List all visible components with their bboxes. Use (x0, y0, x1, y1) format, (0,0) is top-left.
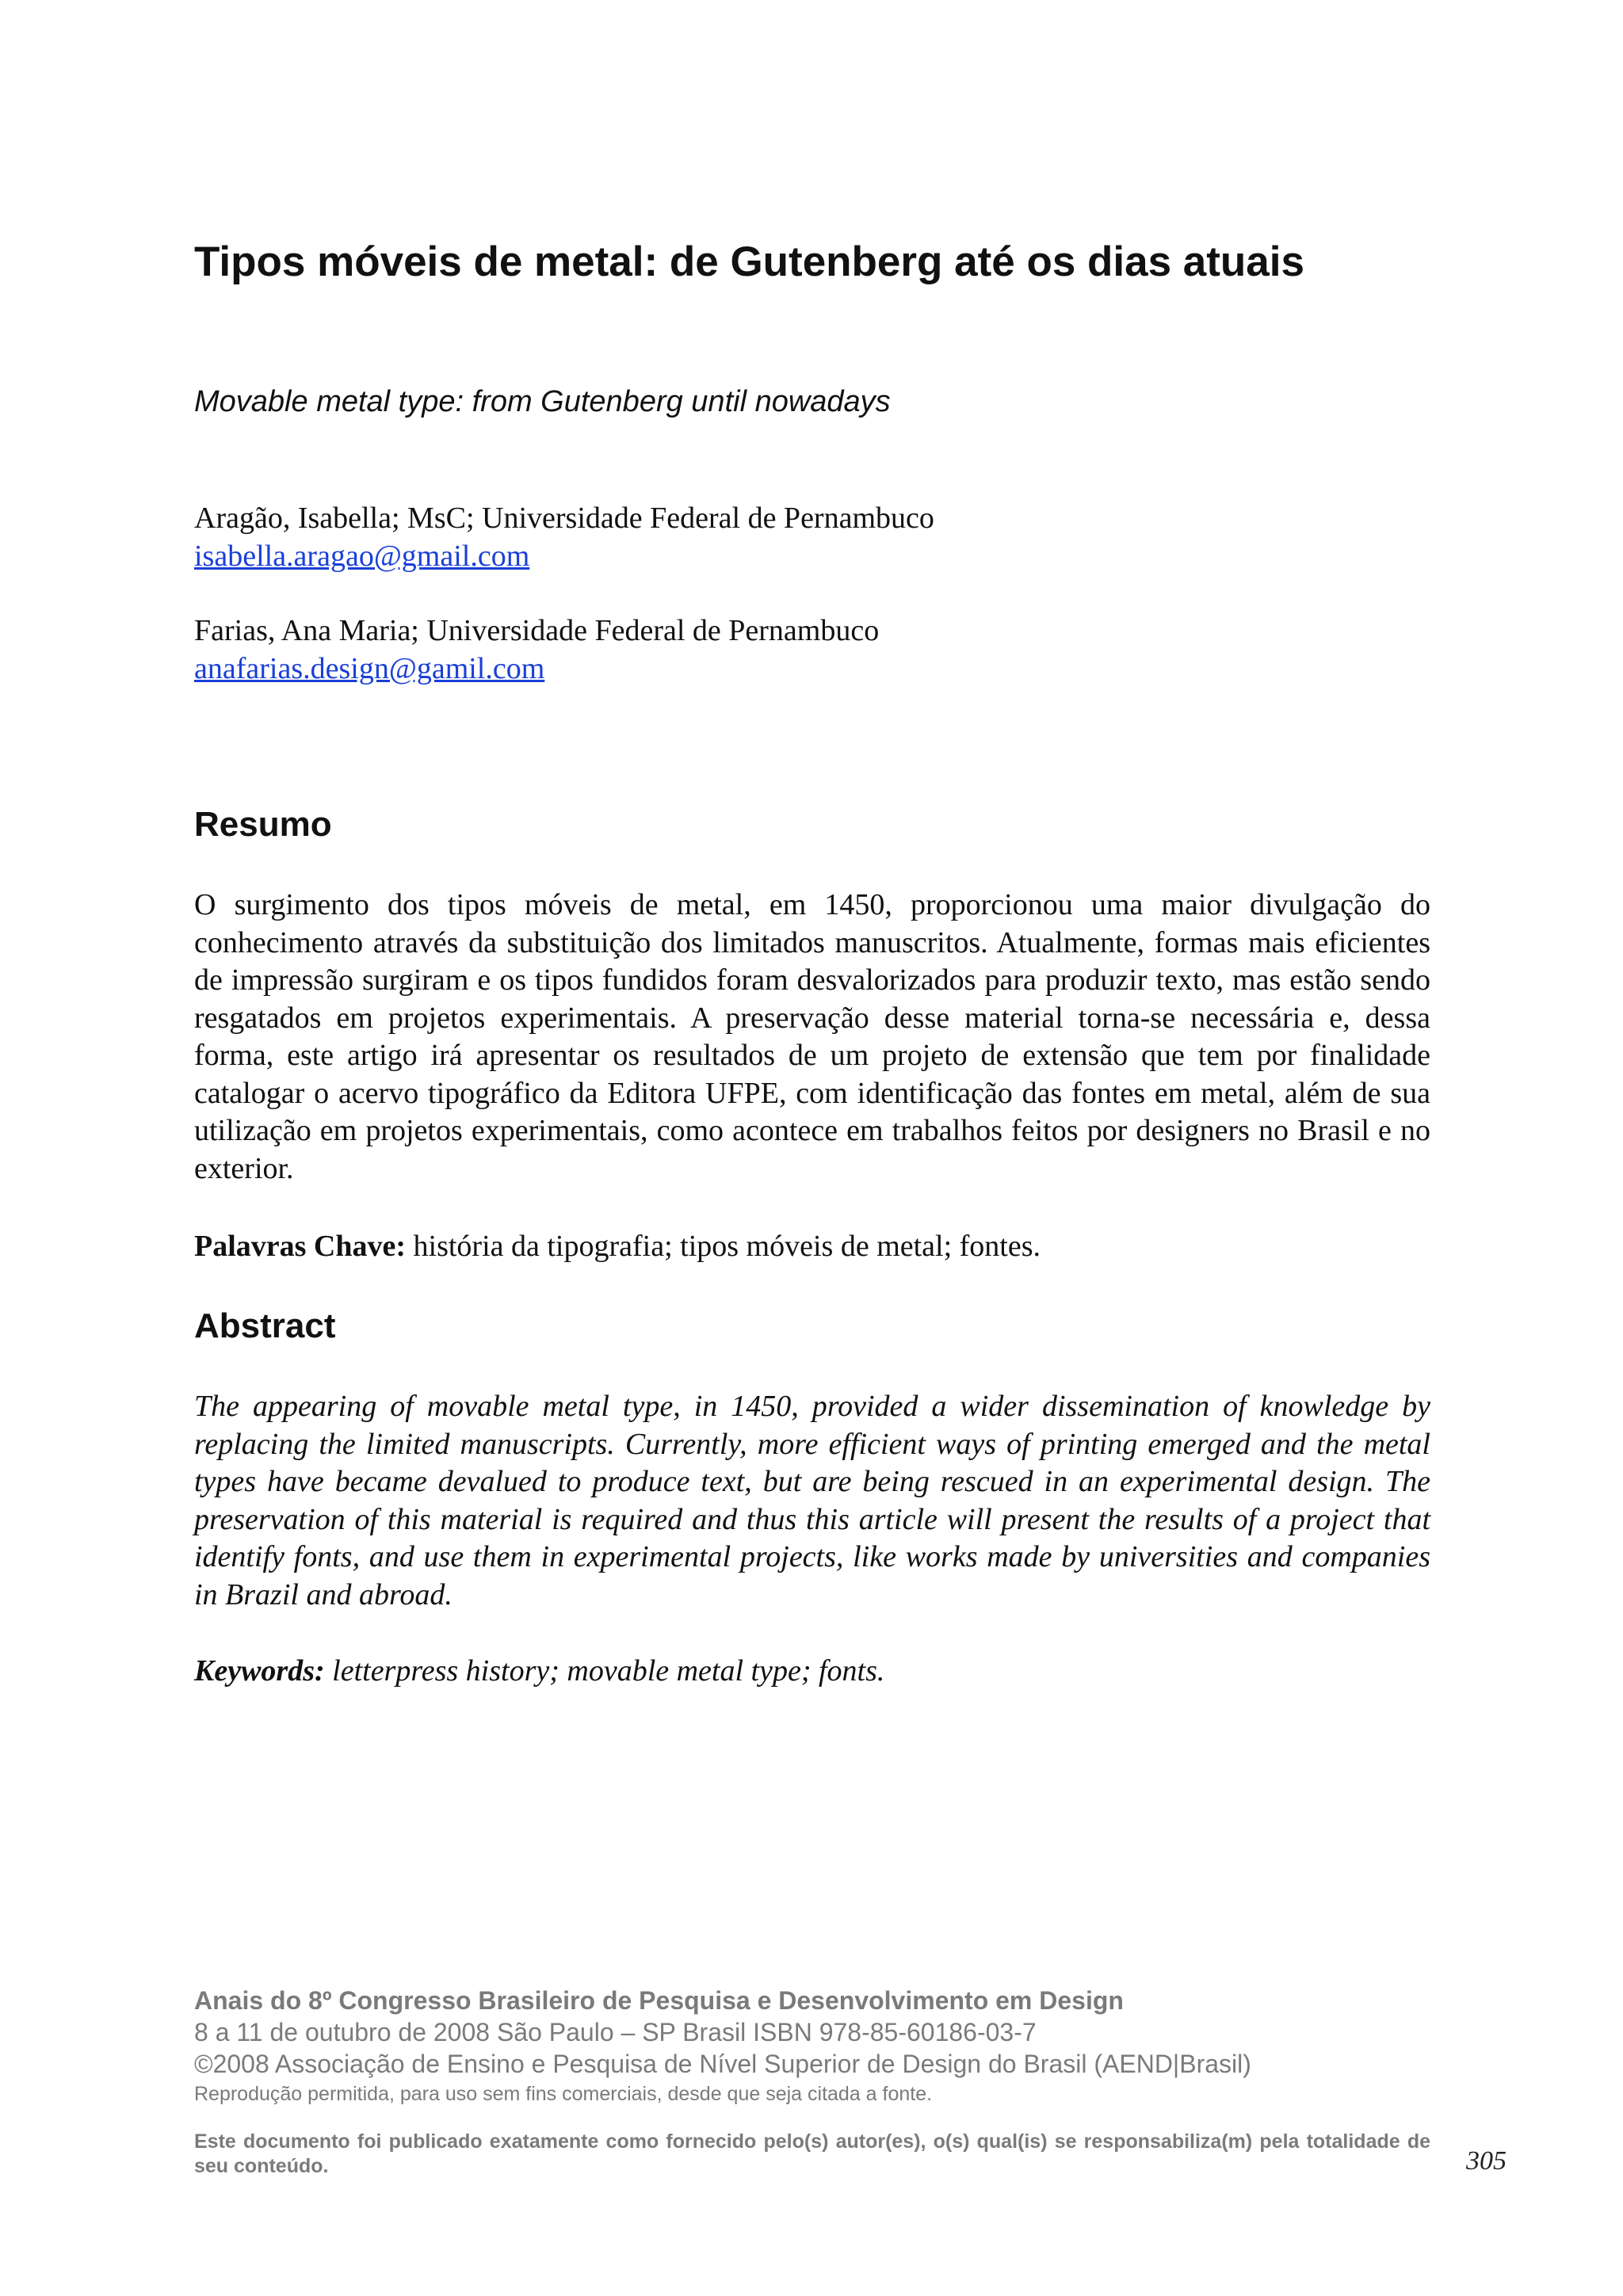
footer-disclaimer: Este documento foi publicado exatamente como fornecido pelo(s) autor(es), o(s) qual(is) se responsabiliza(m) pela totalidade de seu conteúdo. (194, 2130, 1430, 2177)
footer-reproduction: Reprodução permitida, para uso sem fins comerciais, desde que seja citada a fonte. (194, 2083, 933, 2105)
footer-copyright: ©2008 Associação de Ensino e Pesquisa de Nível Superior de Design do Brasil (AEND|Brasil) (194, 2050, 1251, 2078)
keywords-text: letterpress history; movable metal type; fonts. (324, 1654, 885, 1688)
paper-title: Tipos móveis de metal: de Gutenberg até os dias atuais (194, 238, 1304, 285)
author-email-link[interactable]: anafarias.design@gamil.com (194, 652, 545, 685)
resumo-heading: Resumo (194, 805, 332, 844)
author-block-2 (194, 612, 1430, 688)
keywords-text: história da tipografia; tipos móveis de metal; fontes. (406, 1230, 1041, 1263)
resumo-text: O surgimento dos tipos móveis de metal, em 1450, proporcionou uma maior divulgação do conhecimento através da substituição dos limitados manuscritos. Atualmente, formas mais eficientes de impressão surgiram e os tipos fundidos foram desvalorizados para produzir texto, mas estão sendo resgatados em projetos experimentais. A preservação desse material torna-se necessária e, dessa forma, este artigo irá apresentar os resultados de um projeto de extensão que tem por finalidade catalogar o acervo tipográfico da Editora UFPE, com identificação das fontes em metal, além de sua utilização em projetos experimentais, como acontece em trabalhos feitos por designers no Brasil e no exterior. (194, 888, 1430, 1185)
footer-proceedings: Anais do 8º Congresso Brasileiro de Pesquisa e Desenvolvimento em Design (194, 1986, 1124, 2015)
keywords-label: Palavras Chave: (194, 1230, 407, 1263)
abstract-text: The appearing of movable metal type, in 1450, provided a wider dissemination of knowledge by replacing the limited manuscripts. Currently, more efficient ways of printing emerged and the metal types have became devalued to produce text, but are being rescued in an experimental design. The preservation of this material is required and thus this article will present the results of a project that identify fonts, and use them in experimental projects, like works made by universities and companies in Brazil and abroad. (194, 1390, 1430, 1611)
author-affiliation: Farias, Ana Maria; Universidade Federal de Pernambuco (194, 614, 880, 647)
keywords-label: Keywords: (194, 1654, 325, 1688)
footer-dates-isbn: 8 a 11 de outubro de 2008 São Paulo – SP Brasil ISBN 978-85-60186-03-7 (194, 2018, 1037, 2046)
author-affiliation: Aragão, Isabella; MsC; Universidade Federal de Pernambuco (194, 502, 934, 535)
resumo-keywords (194, 1227, 1430, 1265)
paper-subtitle: Movable metal type: from Gutenberg until nowadays (194, 385, 891, 418)
author-email-link[interactable]: isabella.aragao@gmail.com (194, 540, 530, 573)
page-number: 305 (1466, 2146, 1507, 2176)
author-block-1 (194, 499, 1430, 575)
abstract-keywords (194, 1652, 1430, 1690)
abstract-heading: Abstract (194, 1306, 336, 1345)
